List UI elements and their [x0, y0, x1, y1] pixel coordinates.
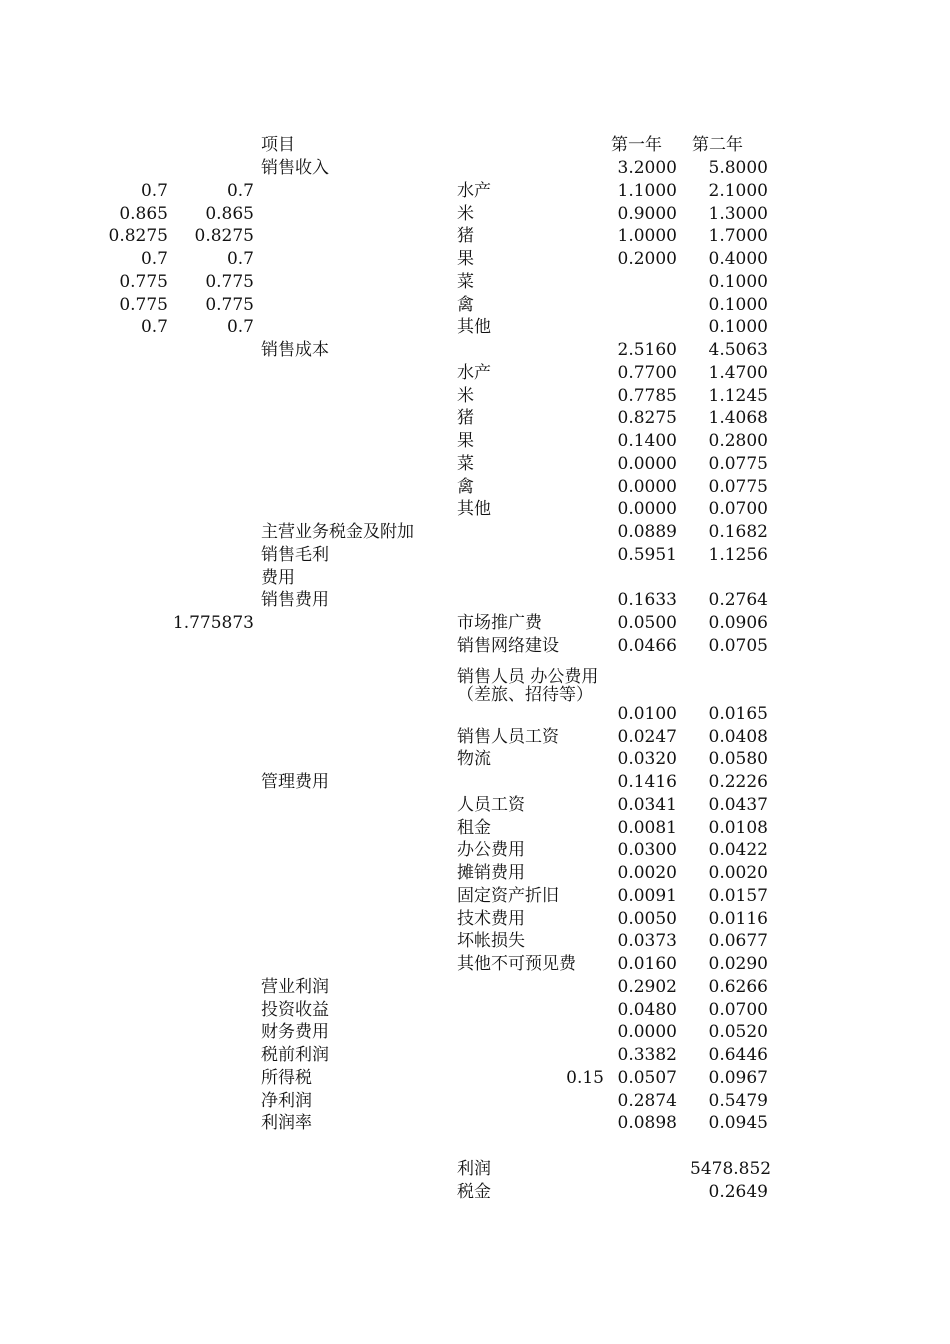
cell-f-row-34: 0.6266 — [708, 976, 768, 997]
cell-e-row-17: 0.5951 — [617, 544, 677, 565]
cell-d-row-21: 销售网络建设 — [457, 635, 559, 656]
cell-d-row-11: 猪 — [457, 408, 474, 429]
cell-f-row-27: 0.0108 — [708, 817, 768, 838]
cell-b-row-3: 0.8275 — [194, 226, 254, 247]
cell-d-row-4: 果 — [457, 249, 474, 269]
cell-f-row-20: 0.0906 — [708, 613, 768, 633]
cell-d-row-32: 坏帐损失 — [457, 931, 525, 952]
cell-f-row-7: 0.1000 — [708, 317, 768, 338]
cell-f-row-0: 5.8000 — [708, 158, 768, 178]
cell-e-row-14: 0.0000 — [617, 476, 677, 497]
cell-d-row-42: 利润 — [457, 1158, 491, 1179]
cell-f-row-8: 4.5063 — [708, 340, 768, 360]
cell-f-row-33: 0.0290 — [708, 954, 768, 974]
header-year2: 第二年 — [692, 135, 743, 155]
cell-e-row-23: 0.0247 — [617, 726, 677, 747]
cell-a-row-4: 0.7 — [140, 249, 168, 269]
cell-d-row-33: 其他不可预见费 — [457, 954, 576, 974]
cell-f-row-3: 1.7000 — [708, 226, 768, 247]
cell-c-row-40: 利润率 — [261, 1113, 312, 1134]
cell-e-row-40: 0.0898 — [617, 1113, 677, 1134]
cell-a-row-3: 0.8275 — [108, 226, 168, 247]
cell-e-row-16: 0.0889 — [617, 522, 677, 542]
cell-d-row-9: 水产 — [457, 362, 491, 383]
cell-e-row-31: 0.0050 — [617, 908, 677, 929]
cell-e-row-33: 0.0160 — [617, 954, 677, 974]
cell-e-row-9: 0.7700 — [617, 362, 677, 383]
cell-f-row-35: 0.0700 — [708, 999, 768, 1020]
cell-c-row-25: 管理费用 — [261, 772, 329, 792]
cell-f-row-5: 0.1000 — [708, 271, 768, 292]
cell-d-row-23: 销售人员工资 — [457, 726, 559, 747]
header-year1: 第一年 — [611, 135, 662, 155]
cell-d-row-10: 米 — [457, 385, 474, 406]
cell-f-row-16: 0.1682 — [708, 522, 768, 542]
cell-d-row-5: 菜 — [457, 271, 474, 292]
cell-e-row-37: 0.3382 — [617, 1045, 677, 1065]
cell-c-row-34: 营业利润 — [261, 976, 329, 997]
cell-f-row-2: 1.3000 — [708, 203, 768, 224]
cell-a-row-7: 0.7 — [140, 317, 168, 338]
cell-f-row-11: 1.4068 — [708, 408, 768, 429]
cell-d-row-2: 米 — [457, 203, 474, 224]
cell-c-row-16: 主营业务税金及附加 — [261, 522, 414, 542]
cell-b-row-6: 0.775 — [205, 294, 254, 315]
cell-f-row-26: 0.0437 — [708, 794, 768, 815]
cell-c-row-37: 税前利润 — [261, 1045, 329, 1065]
cell-f-row-12: 0.2800 — [708, 431, 768, 451]
cell-e-row-12: 0.1400 — [617, 431, 677, 451]
cell-d-row-3: 猪 — [457, 226, 474, 247]
cell-d-row-22: 销售人员 办公费用（差旅、招待等） — [457, 666, 599, 705]
cell-c-row-8: 销售成本 — [261, 340, 329, 360]
cell-c-row-38: 所得税 — [261, 1067, 312, 1088]
cell-e-row-29: 0.0020 — [617, 863, 677, 883]
cell-d-row-6: 禽 — [457, 294, 474, 315]
cell-f-row-1: 2.1000 — [708, 180, 768, 201]
header-item: 项目 — [261, 135, 295, 155]
cell-d-row-14: 禽 — [457, 476, 474, 497]
cell-f-row-15: 0.0700 — [708, 499, 768, 520]
cell-e-row-25: 0.1416 — [617, 772, 677, 792]
cell-d-row-38: 0.15 — [566, 1067, 604, 1088]
cell-f-row-31: 0.0116 — [708, 908, 768, 929]
cell-c-row-36: 财务费用 — [261, 1022, 329, 1043]
cell-c-row-39: 净利润 — [261, 1090, 312, 1111]
cell-f-row-36: 0.0520 — [708, 1022, 768, 1043]
cell-d-row-28: 办公费用 — [457, 840, 525, 861]
cell-e-row-20: 0.0500 — [617, 613, 677, 633]
cell-e-row-0: 3.2000 — [617, 158, 677, 178]
cell-b-row-5: 0.775 — [205, 271, 254, 292]
cell-a-row-1: 0.7 — [140, 180, 168, 201]
cell-f-row-23: 0.0408 — [708, 726, 768, 747]
cell-d-row-31: 技术费用 — [457, 908, 525, 929]
cell-b-row-1: 0.7 — [226, 180, 254, 201]
cell-e-row-10: 0.7785 — [617, 385, 677, 406]
cell-f-row-30: 0.0157 — [708, 885, 768, 906]
cell-e-row-27: 0.0081 — [617, 817, 677, 838]
cell-b-row-2: 0.865 — [205, 203, 254, 224]
cell-d-row-30: 固定资产折旧 — [457, 885, 559, 906]
cell-f-row-14: 0.0775 — [708, 476, 768, 497]
cell-f-row-9: 1.4700 — [708, 362, 768, 383]
cell-f-row-24: 0.0580 — [708, 749, 768, 770]
cell-e-row-3: 1.0000 — [617, 226, 677, 247]
cell-f-row-10: 1.1245 — [708, 385, 768, 406]
cell-d-row-12: 果 — [457, 431, 474, 451]
cell-b-row-4: 0.7 — [226, 249, 254, 269]
cell-d-row-1: 水产 — [457, 180, 491, 201]
cell-b-row-7: 0.7 — [226, 317, 254, 338]
cell-e-row-8: 2.5160 — [617, 340, 677, 360]
cell-e-row-32: 0.0373 — [617, 931, 677, 952]
cell-f-row-40: 0.0945 — [708, 1113, 768, 1134]
cell-d-row-26: 人员工资 — [457, 794, 525, 815]
cell-e-row-30: 0.0091 — [617, 885, 677, 906]
cell-f-row-32: 0.0677 — [708, 931, 768, 952]
cell-c-row-17: 销售毛利 — [261, 544, 329, 565]
cell-e-row-4: 0.2000 — [617, 249, 677, 269]
cell-e-row-22: 0.0100 — [617, 703, 677, 724]
cell-f-row-38: 0.0967 — [708, 1067, 768, 1088]
cell-d-row-13: 菜 — [457, 453, 474, 474]
cell-e-row-13: 0.0000 — [617, 453, 677, 474]
cell-a-row-6: 0.775 — [119, 294, 168, 315]
cell-e-row-38: 0.0507 — [617, 1067, 677, 1088]
cell-f-row-37: 0.6446 — [708, 1045, 768, 1065]
cell-f-row-17: 1.1256 — [708, 544, 768, 565]
cell-f-row-42: 5478.852 — [690, 1158, 772, 1179]
cell-f-row-28: 0.0422 — [708, 840, 768, 861]
cell-d-row-24: 物流 — [457, 749, 491, 770]
cell-b-row-20: 1.775873 — [172, 613, 254, 633]
cell-e-row-35: 0.0480 — [617, 999, 677, 1020]
cell-a-row-5: 0.775 — [119, 271, 168, 292]
cell-f-row-6: 0.1000 — [708, 294, 768, 315]
cell-e-row-21: 0.0466 — [617, 635, 677, 656]
cell-d-row-27: 租金 — [457, 817, 491, 838]
cell-e-row-11: 0.8275 — [617, 408, 677, 429]
cell-f-row-13: 0.0775 — [708, 453, 768, 474]
cell-c-row-0: 销售收入 — [261, 158, 329, 178]
cell-d-row-15: 其他 — [457, 499, 491, 520]
cell-f-row-25: 0.2226 — [708, 772, 768, 792]
cell-f-row-29: 0.0020 — [708, 863, 768, 883]
cell-c-row-35: 投资收益 — [261, 999, 329, 1020]
cell-e-row-2: 0.9000 — [617, 203, 677, 224]
cell-e-row-36: 0.0000 — [617, 1022, 677, 1043]
cell-d-row-20: 市场推广费 — [457, 613, 542, 633]
cell-e-row-15: 0.0000 — [617, 499, 677, 520]
cell-f-row-43: 0.2649 — [708, 1181, 768, 1202]
cell-e-row-26: 0.0341 — [617, 794, 677, 815]
cell-e-row-24: 0.0320 — [617, 749, 677, 770]
cell-f-row-19: 0.2764 — [708, 590, 768, 611]
cell-c-row-19: 销售费用 — [261, 590, 329, 611]
cell-d-row-7: 其他 — [457, 317, 491, 338]
cell-a-row-2: 0.865 — [119, 203, 168, 224]
cell-d-row-29: 摊销费用 — [457, 863, 525, 883]
cell-e-row-39: 0.2874 — [617, 1090, 677, 1111]
cell-e-row-34: 0.2902 — [617, 976, 677, 997]
cell-f-row-22: 0.0165 — [708, 703, 768, 724]
cell-f-row-4: 0.4000 — [708, 249, 768, 269]
cell-e-row-28: 0.0300 — [617, 840, 677, 861]
cell-e-row-19: 0.1633 — [617, 590, 677, 611]
cell-e-row-1: 1.1000 — [617, 180, 677, 201]
cell-f-row-39: 0.5479 — [708, 1090, 768, 1111]
cell-d-row-43: 税金 — [457, 1181, 491, 1202]
cell-f-row-21: 0.0705 — [708, 635, 768, 656]
cell-c-row-18: 费用 — [261, 567, 295, 588]
